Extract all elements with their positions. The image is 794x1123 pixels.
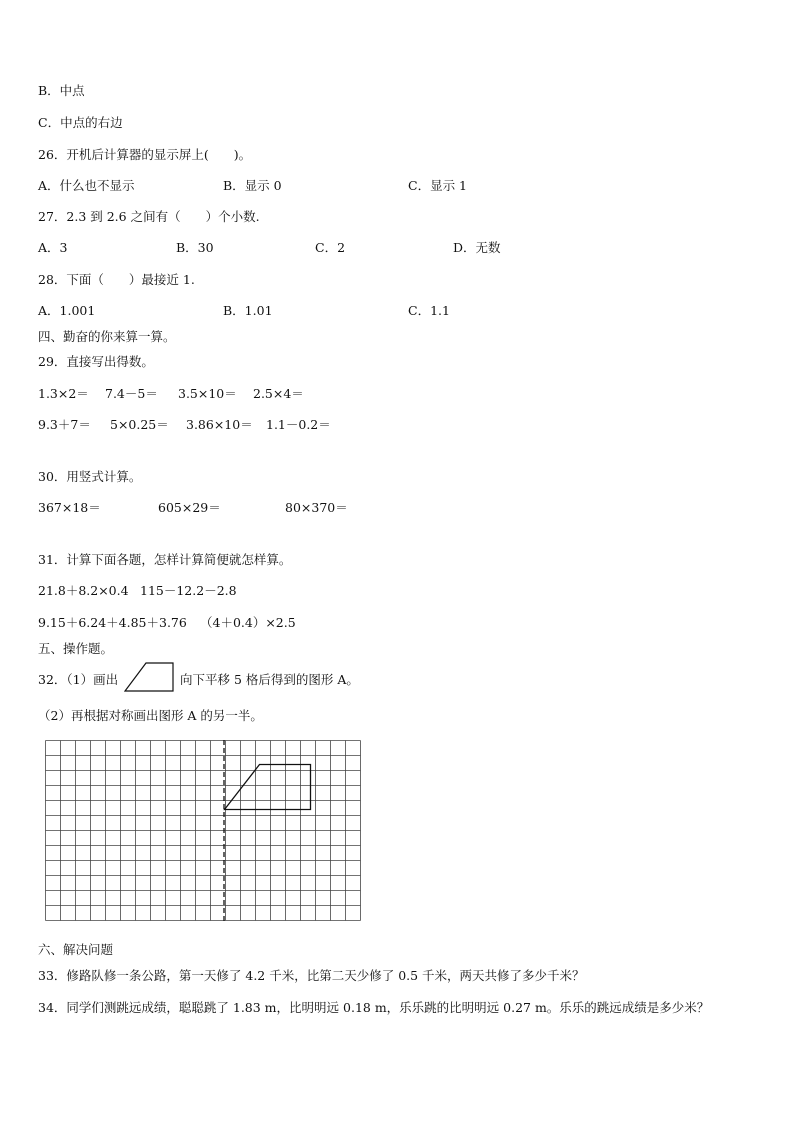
grid-lines [46, 741, 361, 921]
q30-item: 80×370＝ [285, 500, 348, 515]
section6-title: 六、解决问题 [38, 942, 114, 957]
q32-part1-suffix: 向下平移 5 格后得到的图形 A。 [180, 672, 359, 687]
q26-option-c: C．显示 1 [408, 178, 467, 193]
q29-item: 9.3＋7＝ [38, 417, 91, 432]
square-grid-figure [40, 740, 370, 922]
q28-option-c: C．1.1 [408, 303, 450, 318]
q32-part1-prefix: 32．（1）画出 [38, 672, 119, 687]
q33-stem: 33．修路队修一条公路，第一天修了 4.2 千米，比第二天少修了 0.5 千米，两天共修了多少千米？ [38, 968, 585, 983]
q29-stem: 29．直接写出得数。 [38, 354, 154, 369]
q25-option-c: C．中点的右边 [38, 115, 123, 130]
q31-item: 115－12.2－2.8 [140, 583, 237, 598]
parallelogram-shape-icon [124, 662, 176, 692]
q29-item: 1.1－0.2＝ [266, 417, 331, 432]
q32-part2: （2）再根据对称画出图形 A 的另一半。 [38, 708, 263, 723]
q30-item: 367×18＝ [38, 500, 101, 515]
section4-title: 四、勤奋的你来算一算。 [38, 329, 176, 344]
q34-stem: 34．同学们测跳远成绩，聪聪跳了 1.83 m，比明明远 0.18 m，乐乐跳的比明明远 0.27 m。乐乐的跳远成绩是多少米？ [38, 1000, 710, 1015]
q30-stem: 30．用竖式计算。 [38, 469, 142, 484]
q29-item: 3.86×10＝ [186, 417, 253, 432]
q29-item: 2.5×4＝ [253, 386, 304, 401]
q31-item: 21.8＋8.2×0.4 [38, 583, 129, 598]
q29-item: 7.4－5＝ [105, 386, 158, 401]
q27-option-a: A．3 [38, 240, 68, 255]
section5-title: 五、操作题。 [38, 641, 114, 656]
q26-option-b: B．显示 0 [223, 178, 282, 193]
q27-option-d: D．无数 [453, 240, 501, 255]
q26-stem: 26．开机后计算器的显示屏上( )。 [38, 147, 252, 162]
q29-item: 3.5×10＝ [178, 386, 237, 401]
q27-option-c: C．2 [315, 240, 346, 255]
q28-stem: 28．下面（ ）最接近 1. [38, 272, 195, 287]
q27-stem: 27．2.3 到 2.6 之间有（ ）个小数. [38, 209, 260, 224]
q29-item: 5×0.25＝ [110, 417, 169, 432]
q27-option-b: B．30 [176, 240, 214, 255]
q29-item: 1.3×2＝ [38, 386, 89, 401]
q28-option-b: B．1.01 [223, 303, 273, 318]
q31-item: （4＋0.4）×2.5 [200, 615, 296, 630]
q31-stem: 31．计算下面各题，怎样计算简便就怎样算。 [38, 552, 292, 567]
q28-option-a: A．1.001 [38, 303, 96, 318]
q26-option-a: A．什么也不显示 [38, 178, 135, 193]
half-figure-shape [225, 765, 311, 810]
q25-option-b: B．中点 [38, 83, 85, 98]
q30-item: 605×29＝ [158, 500, 221, 515]
q31-item: 9.15＋6.24＋4.85＋3.76 [38, 615, 187, 630]
